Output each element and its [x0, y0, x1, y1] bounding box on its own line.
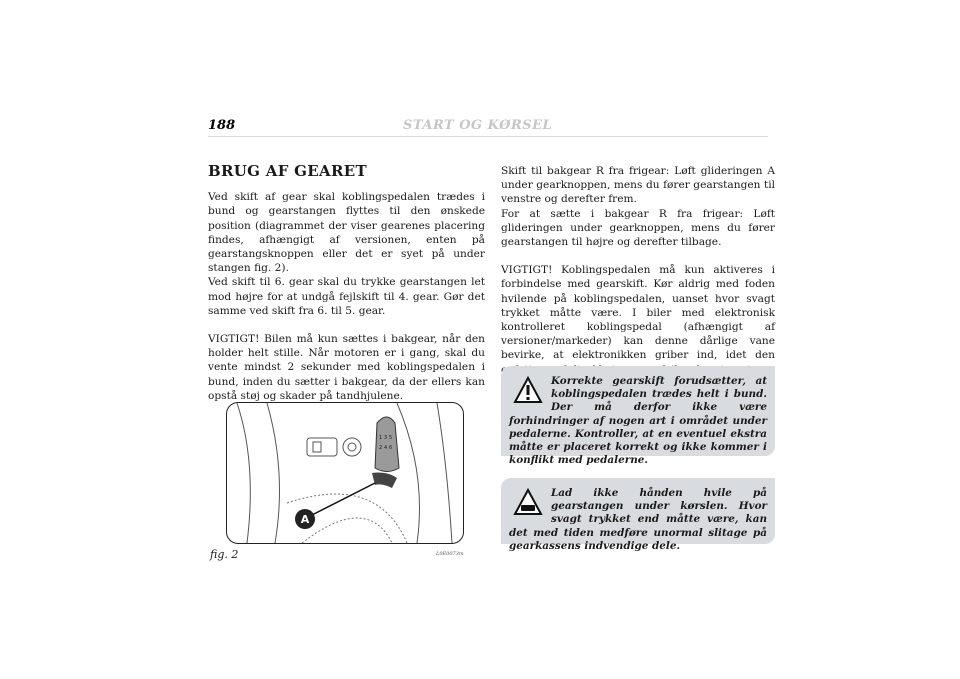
gear-3: 3	[384, 435, 388, 441]
warning-box	[501, 366, 775, 467]
callout-label: A	[300, 513, 310, 526]
paragraph: VIGTIGT! Koblingspedalen må kun aktiveres i forbindelse med gearskift. Kør aldrig med foden hvilende på koblingspedalen, uanset hvor svagt trykket måtte være. I biler med elektronisk kontrolleret koblingspedal (afhængigt af versioner/markeder) kan denne dårlige vane bevirke, at elektronikken griber ind, idet den	[501, 264, 775, 362]
gear-5: 5	[389, 435, 393, 441]
callout-line	[312, 483, 375, 515]
header-rule	[208, 136, 768, 137]
caution-text: Lad ikke hånden hvile på gearstangen under kørslen. Hvor svagt trykket end måtte være, kan det med tiden medføre unormal slitage på gearkassens indvendige dele.	[509, 487, 767, 552]
section-title: START OG KØRSEL	[403, 118, 553, 133]
figure-caption: fig. 2	[210, 548, 239, 561]
paragraph: VIGTIGT! Bilen må kun sættes i bakgear, når den holder helt stille. Når motoren er i gang, skal du vente mindst 2 sekunder med koblingspedalen i bund, inden du sætter i bakgear, da der ellers kan opstå støj og skader på tandhjulene.	[208, 333, 485, 402]
paragraph: For at sætte i bakgear R fra frigear: Løft glideringen under gearknoppen, mens du fører gearstangen til højre og derefter tilbage.	[501, 207, 775, 249]
page-header	[208, 118, 768, 138]
paragraph: Skift til bakgear R fra frigear: Løft glideringen A under gearknoppen, mens du fører gearstangen til venstre og derefter frem.	[501, 165, 775, 206]
warning-triangle-icon	[513, 375, 543, 405]
caution-triangle-icon	[513, 487, 543, 517]
gear-lever-figure	[226, 402, 464, 544]
gear-lever-illustration	[227, 403, 463, 543]
caution-box	[501, 478, 775, 552]
left-column	[208, 164, 485, 403]
section-heading: BRUG AF GEARET	[208, 162, 367, 180]
gear-2: 2	[379, 445, 383, 451]
page-number: 188	[208, 118, 236, 133]
right-column	[501, 164, 775, 377]
paragraph: Ved skift til 6. gear skal du trykke gearstangen let mod højre for at undgå fejlskift til 4. gear. Gør det samme ved skift fra 6. til 5. gear.	[208, 276, 485, 317]
gear-4: 4	[384, 445, 388, 451]
paragraph: Ved skift af gear skal koblingspedalen trædes i bund og gearstangen flyttes til den ønskede position (diagrammet der viser gearenes placering findes, afhængigt af versionen, enten på gearstangsknoppen eller det er syet på under stangen fig. 2).	[208, 191, 485, 275]
figure-code: L0E0073m	[436, 551, 464, 557]
gear-6: 6	[389, 445, 393, 451]
warning-text: Korrekte gearskift forudsætter, at koblingspedalen trædes helt i bund. Der må derfor ikke være forhindringer af nogen art i området under pedalerne. Kontroller, at en eventuel ekstra måtte er placeret korrekt og ikke kommer i konflikt med pedalerne.	[509, 375, 767, 467]
gear-1: 1	[379, 435, 383, 441]
